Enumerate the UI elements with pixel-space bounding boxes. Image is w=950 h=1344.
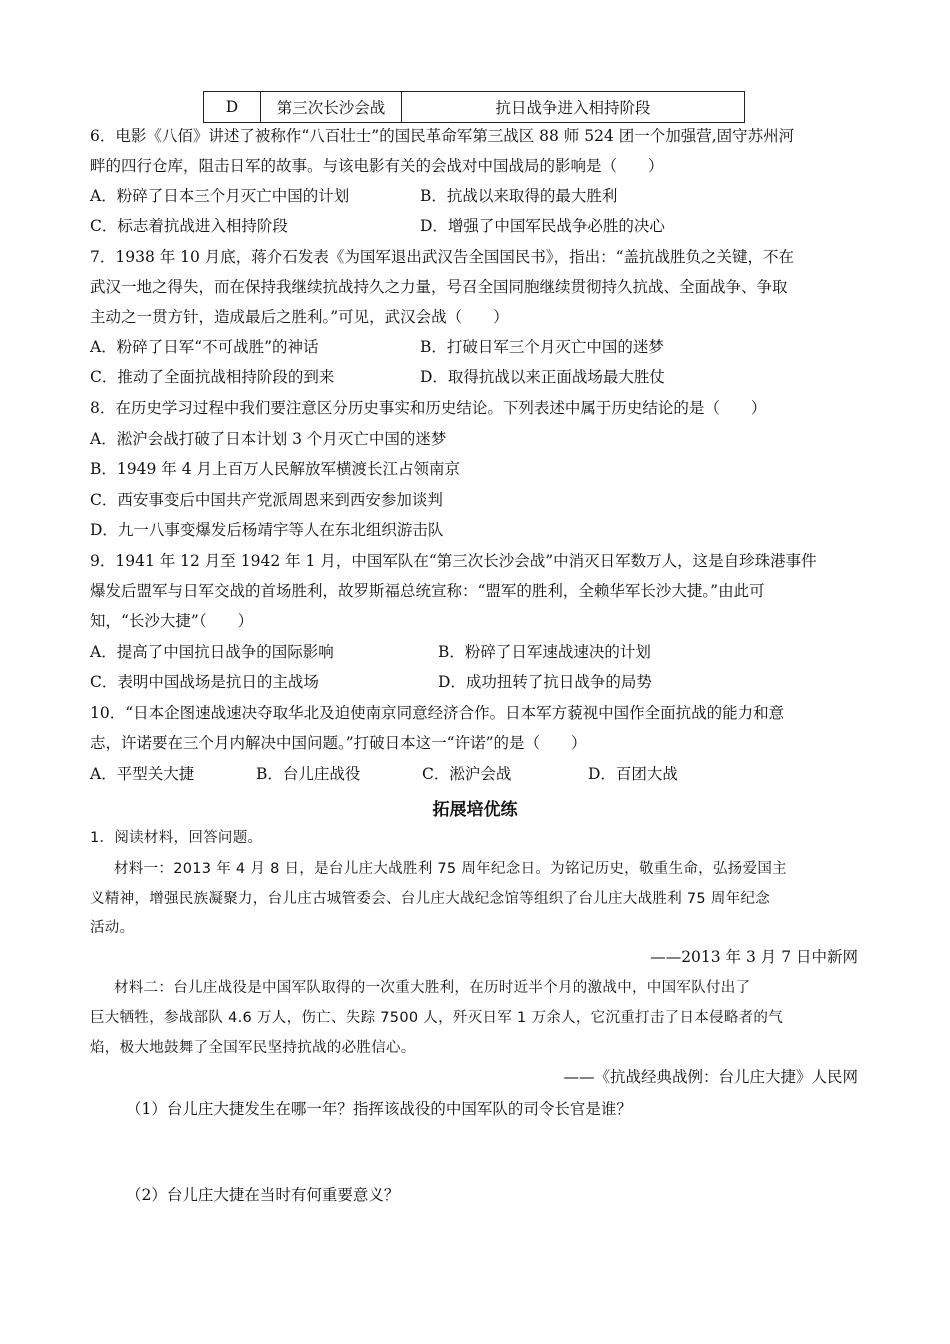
question-6-stem-cont: 畔的四行仓库，阻击日军的故事。与该电影有关的会战对中国战局的影响是（ ） [90,157,664,175]
question-9-stem-cont2: 知，“长沙大捷”（ ） [90,612,254,630]
table-cell-letter: D [204,92,261,123]
question-7-option-d: D．取得抗战以来正面战场最大胜仗 [420,368,665,386]
question-9-option-b: B．粉碎了日军速战速决的计划 [438,643,651,661]
question-10-option-b: B．台儿庄战役 [256,765,361,783]
material-2-line: 材料二：台儿庄战役是中国军队取得的一次重大胜利，在历时近半个月的激战中，中国军队付出了 [114,980,751,996]
question-10-option-c: C．淞沪会战 [422,765,512,783]
question-6-option-a: A．粉碎了日本三个月灭亡中国的计划 [90,187,350,205]
question-6-option-b: B．抗战以来取得的最大胜利 [420,187,618,205]
material-2-line-cont: 巨大牺牲，参战部队 4.6 万人，伤亡、失踪 7500 人，歼灭日军 1 万余人，它沉重打击了日本侵略者的气 [90,1010,784,1026]
question-8-option-d: D．九一八事变爆发后杨靖宇等人在东北组织游击队 [90,521,444,539]
material-1-line: 材料一：2013 年 4 月 8 日，是台儿庄大战胜利 75 周年纪念日。为铭记历史，敬重生命，弘扬爱国主 [114,861,787,877]
question-8-option-a: A．淞沪会战打破了日本计划 3 个月灭亡中国的迷梦 [90,430,447,448]
question-10-stem-cont: 志，许诺要在三个月内解决中国问题。”打破日本这一“许诺”的是（ ） [90,734,587,752]
material-1-line-cont: 义精神，增强民族凝聚力，台儿庄古城管委会、台儿庄大战纪念馆等组织了台儿庄大战胜利 75 周年纪念 [90,891,771,907]
question-7-option-b: B．打破日军三个月灭亡中国的迷梦 [420,338,664,356]
question-9-stem-cont: 爆发后盟军与日军交战的首场胜利，故罗斯福总统宣称：“盟军的胜利，全赖华军长沙大捷。”由此可 [90,582,765,600]
material-1-line-cont2: 活动。 [90,920,135,936]
exercise-1-intro: 1．阅读材料，回答问题。 [90,830,263,846]
question-6-stem: 6．电影《八佰》讲述了被称作“八百壮士”的国民革命军第三战区 88 师 524 团一个加强营,固守苏州河 [90,127,795,145]
question-8-option-c: C．西安事变后中国共产党派周恩来到西安参加谈判 [90,491,443,509]
section-title: 拓展培优练 [432,800,518,820]
answer-table [203,91,745,123]
question-8-stem: 8．在历史学习过程中我们要注意区分历史事实和历史结论。下列表述中属于历史结论的是（ ） [90,399,767,417]
question-7-stem: 7．1938 年 10 月底，蒋介石发表《为国军退出武汉告全国国民书》，指出：“盖抗战胜负之关键，不在 [90,248,794,266]
question-10-stem: 10．“日本企图速战速决夺取华北及迫使南京同意经济合作。日本军方藐视中国作全面抗战的能力和意 [90,704,785,722]
sub-question-1: （1）台儿庄大捷发生在哪一年？指挥该战役的中国军队的司令长官是谁？ [126,1100,632,1118]
material-1-source: ——2013 年 3 月 7 日中新网 [650,948,858,966]
question-8-option-b: B．1949 年 4 月上百万人民解放军横渡长江占领南京 [90,460,460,478]
question-10-option-d: D．百团大战 [588,765,678,783]
question-7-stem-cont2: 主动之一贯方针，造成最后之胜利。”可见，武汉会战（ ） [90,308,509,326]
question-6-option-d: D．增强了中国军民战争必胜的决心 [420,217,665,235]
material-2-line-cont2: 焰，极大地鼓舞了全国军民坚持抗战的必胜信心。 [90,1040,416,1056]
question-10-option-a: A．平型关大捷 [90,765,195,783]
table-cell-result: 抗日战争进入相持阶段 [402,92,745,123]
table-row [204,92,745,123]
question-7-option-c: C．推动了全面抗战相持阶段的到来 [90,368,335,386]
question-6-option-c: C．标志着抗战进入相持阶段 [90,217,288,235]
material-2-source: ——《抗战经典战例：台儿庄大捷》人民网 [563,1068,858,1086]
question-9-option-a: A．提高了中国抗日战争的国际影响 [90,643,334,661]
sub-question-2: （2）台儿庄大捷在当时有何重要意义？ [126,1186,400,1204]
question-9-option-c: C．表明中国战场是抗日的主战场 [90,673,319,691]
question-9-stem: 9．1941 年 12 月至 1942 年 1 月，中国军队在“第三次长沙会战”中消灭日军数万人，这是自珍珠港事件 [90,552,817,570]
question-7-stem-cont: 武汉一地之得失，而在保持我继续抗战持久之力量，号召全国同胞继续贯彻持久抗战、全面战争、争取 [90,278,788,296]
question-9-option-d: D．成功扭转了抗日战争的局势 [438,673,652,691]
question-7-option-a: A．粉碎了日军“不可战胜”的神话 [90,338,319,356]
table-cell-event: 第三次长沙会战 [261,92,402,123]
